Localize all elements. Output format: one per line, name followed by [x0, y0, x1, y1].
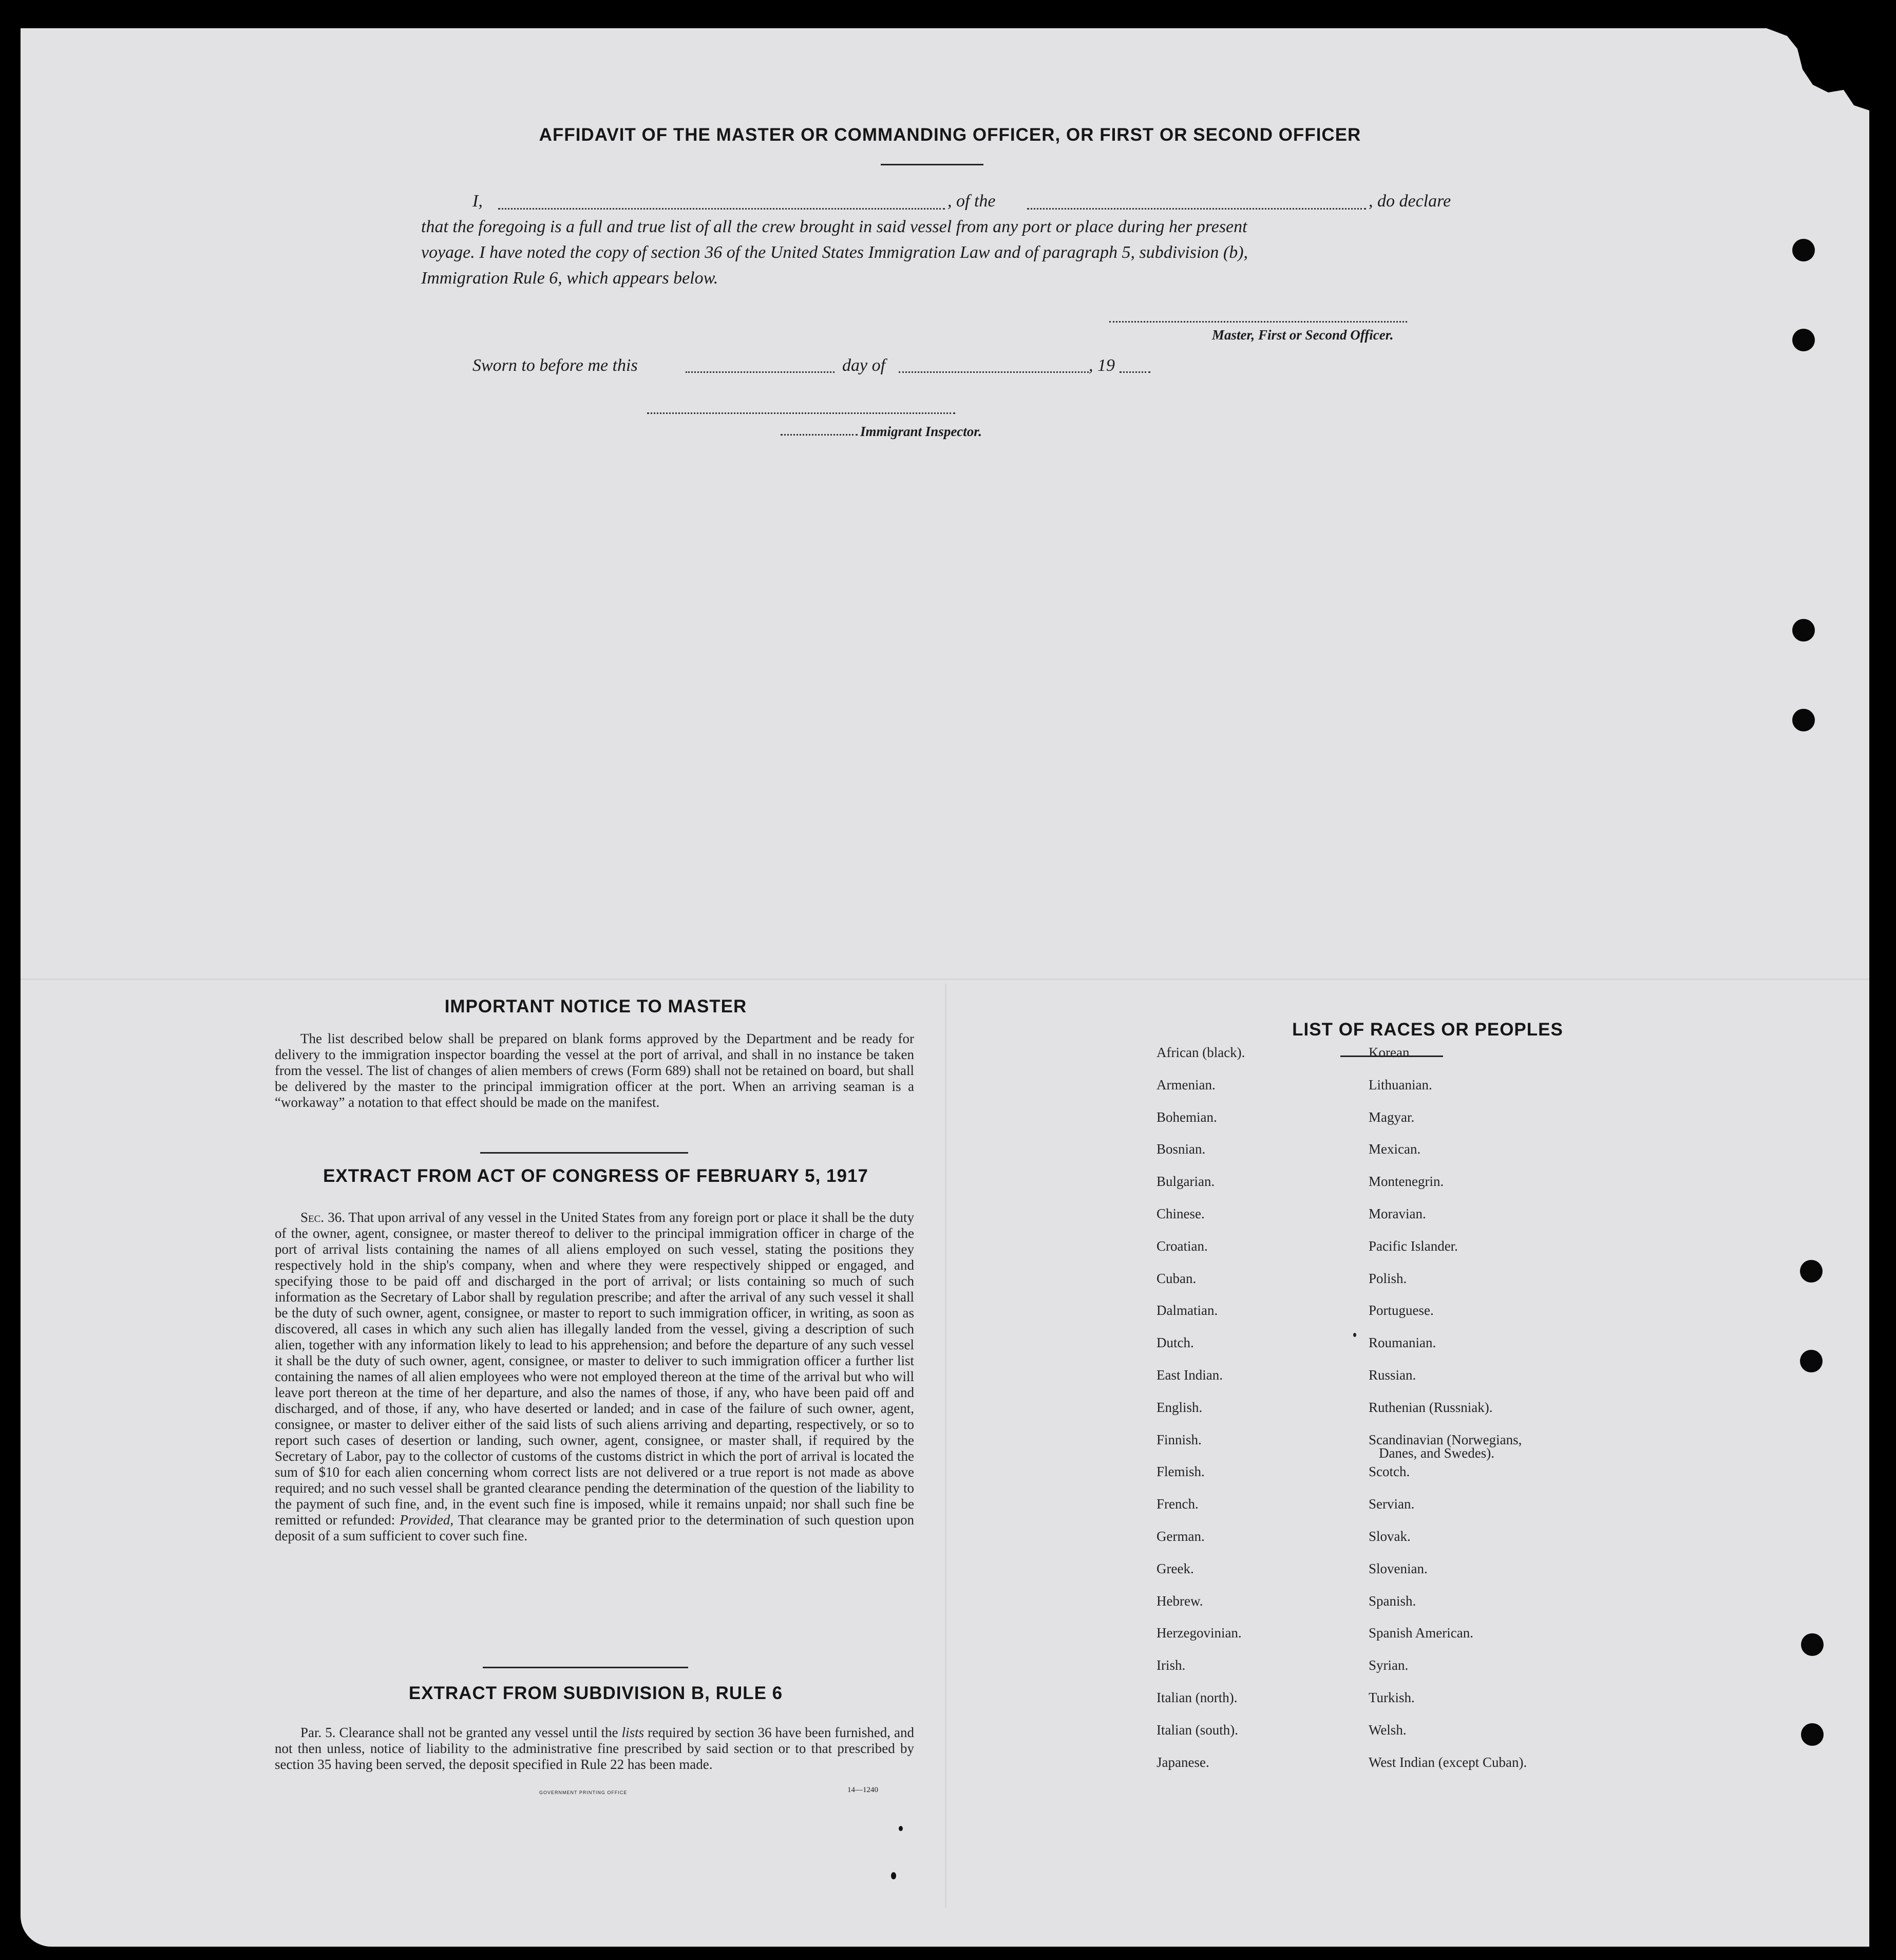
binder-hole-1	[1792, 239, 1815, 261]
notice-text	[275, 1031, 914, 1110]
torn-corner	[1767, 28, 1869, 110]
race-item: Welsh.	[1369, 1722, 1407, 1738]
day-of-label: day of	[842, 356, 886, 375]
notice-title: IMPORTANT NOTICE TO MASTER	[444, 996, 747, 1016]
rule-text-b: required by section 36 have been furnished, and not then unless, notice of liability to the administrative fine prescribed by said section or to that prescribed by section 35 having been served, the deposit specified in Rule 22 has been made.	[275, 1725, 915, 1772]
race-item: West Indian (except Cuban).	[1369, 1754, 1527, 1770]
race-item: Cuban.	[1156, 1270, 1197, 1286]
binder-hole-8	[1801, 1723, 1824, 1746]
fold-line-vertical	[945, 984, 946, 1908]
title-underline	[881, 164, 983, 165]
ink-speck	[891, 1872, 896, 1879]
par-label: Par. 5.	[300, 1725, 336, 1740]
race-item: Slovenian.	[1369, 1560, 1428, 1576]
master-signature-line	[1109, 321, 1407, 323]
affidavit-line-3: Immigration Rule 6, which appears below.	[421, 269, 718, 288]
printer-imprint: GOVERNMENT PRINTING OFFICE	[539, 1790, 628, 1795]
binder-hole-3	[1792, 619, 1815, 642]
race-item: Italian (south).	[1156, 1722, 1238, 1738]
act-divider	[483, 1667, 688, 1668]
race-item: Slovak.	[1369, 1529, 1411, 1544]
race-item: Spanish American.	[1369, 1625, 1473, 1641]
notice-divider	[480, 1152, 688, 1154]
race-item: Irish.	[1156, 1657, 1186, 1673]
vessel-field-line	[1027, 208, 1366, 210]
race-item: Moravian.	[1369, 1206, 1426, 1221]
race-item: Lithuanian.	[1369, 1077, 1432, 1092]
affidavit-of-the: , of the	[947, 192, 996, 211]
race-item: Mexican.	[1369, 1141, 1421, 1157]
race-item: Greek.	[1156, 1560, 1194, 1576]
race-item: Italian (north).	[1156, 1690, 1238, 1705]
inspector-prefix-line	[781, 434, 858, 436]
race-item: Herzegovinian.	[1156, 1625, 1242, 1641]
sec-label: Sec. 36.	[300, 1210, 345, 1225]
race-item: Bulgarian.	[1156, 1174, 1215, 1190]
race-item: Turkish.	[1369, 1690, 1415, 1705]
race-item: Hebrew.	[1156, 1593, 1203, 1609]
race-item: African (black).	[1156, 1045, 1245, 1060]
provided-word: Provided,	[400, 1512, 454, 1528]
affidavit-title: AFFIDAVIT OF THE MASTER OR COMMANDING OFFICER, OR FIRST OR SECOND OFFICER	[539, 125, 1361, 145]
race-item: Flemish.	[1156, 1464, 1205, 1480]
rule-extract-text	[275, 1725, 914, 1773]
act-extract-title: EXTRACT FROM ACT OF CONGRESS OF FEBRUARY 5, 1917	[323, 1166, 868, 1186]
act-text-body: That upon arrival of any vessel in the United States from any foreign port or place it shall be the duty of the owner, agent, consignee, or master thereof to deliver to the principal immigration officer in charge of the port of arrival lists containing the names of all aliens employed on such vessel, stating the positions they respectively hold in the ship's company, when and where they were respectively shipped or engaged, and specifying those to be paid off and discharged in the port of arrival; or lists containing so much of such information as the Secretary of Labor shall by regulation prescribe; and after the arrival of any such vessel it shall be the duty of such owner, agent, consignee, or master to report to such immigration officer, in writing, as soon as discovered, all cases in which any such alien has illegally landed from the vessel, giving a description of such alien, together with any information likely to lead to his apprehension; and before the departure of any such vessel it shall be the duty of such owner, agent, consignee, or master to deliver to such immigration officer a further list containing the names of all alien employees who were not employed thereon at the time of the arrival but who will leave port thereon at the time of her departure, and also the names of those, if any, who have been paid off and discharged, and of those, if any, who have deserted or landed; and in case of the failure of such owner, agent, consignee, or master to deliver either of the said lists of such aliens arriving and departing, respectively, or so to report such cases of desertion or landing, such owner, agent, consignee, or master shall, if required by the Secretary of Labor, pay to the collector of customs of the customs district in which the port of arrival is located the sum of $10 for each alien concerning whom correct lists are not delivered or a true report is not made as above required; and no such vessel shall be granted clearance pending the determination of the question of the liability to the payment of such fine, and, in the event such fine is imposed, while it remains unpaid; nor shall such fine be remitted or refunded:	[275, 1210, 915, 1528]
notice-text-body: The list described below shall be prepared on blank forms approved by the Department and be ready for delivery to the immigration inspector boarding the vessel at the port of arrival, and shall in no instance be taken from the vessel. The list of changes of alien members of crews (Form 689) shall not be retained on board, but shall be delivered by the master to the principal immigration officer at the port. When an arriving seaman is a “workaway” a notation to that effect should be made on the manifest.	[275, 1031, 914, 1110]
race-item: Syrian.	[1369, 1657, 1409, 1673]
affidavit-do-declare: , do declare	[1369, 192, 1451, 211]
sworn-year-line	[1120, 371, 1150, 373]
race-item: Bosnian.	[1156, 1141, 1206, 1157]
act-extract-text	[275, 1210, 914, 1544]
race-item: Armenian.	[1156, 1077, 1216, 1092]
inspector-caption: Immigrant Inspector.	[860, 424, 982, 439]
sworn-day-line	[686, 371, 835, 373]
race-item: Bohemian.	[1156, 1109, 1217, 1125]
race-item: Servian.	[1369, 1496, 1415, 1512]
binder-hole-6	[1800, 1350, 1823, 1372]
sworn-label: Sworn to before me this	[472, 356, 638, 375]
affidavit-line-2: voyage. I have noted the copy of section 36 of the United States Immigration Law and of paragraph 5, subdivision (b),	[421, 243, 1248, 262]
race-item: Spanish.	[1369, 1593, 1416, 1609]
race-item: Portuguese.	[1369, 1303, 1434, 1318]
rule-extract-title: EXTRACT FROM SUBDIVISION B, RULE 6	[408, 1683, 783, 1703]
binder-hole-4	[1792, 709, 1815, 731]
race-item: Montenegrin.	[1369, 1174, 1444, 1190]
race-item: French.	[1156, 1496, 1199, 1512]
races-title: LIST OF RACES OR PEOPLES	[1292, 1020, 1563, 1040]
binder-hole-7	[1801, 1633, 1824, 1656]
race-item: Scotch.	[1369, 1464, 1410, 1480]
lists-word: lists	[621, 1725, 644, 1740]
rule-text-a: Clearance shall not be granted any vessel until the	[339, 1725, 618, 1740]
race-item: Russian.	[1369, 1367, 1416, 1383]
race-item: Dutch.	[1156, 1335, 1194, 1351]
ink-speck	[899, 1826, 903, 1831]
race-item: Ruthenian (Russniak).	[1369, 1399, 1493, 1415]
master-caption: Master, First or Second Officer.	[1212, 327, 1394, 343]
affidavit-i: I,	[472, 192, 483, 211]
race-item: Korean.	[1369, 1045, 1413, 1060]
form-number: 14—1240	[847, 1786, 878, 1794]
race-item: Croatian.	[1156, 1238, 1208, 1254]
inspector-signature-line	[647, 412, 955, 414]
name-field-line	[498, 208, 945, 210]
race-item: Polish.	[1369, 1270, 1407, 1286]
binder-hole-5	[1800, 1260, 1823, 1283]
year-label: , 19	[1089, 356, 1115, 375]
race-item: Roumanian.	[1369, 1335, 1436, 1351]
race-item: Finnish.	[1156, 1431, 1202, 1447]
affidavit-line-1: that the foregoing is a full and true list of all the crew brought in said vessel from any port or place during her present	[421, 217, 1247, 236]
race-item: Pacific Islander.	[1369, 1238, 1458, 1254]
sworn-month-line	[899, 371, 1089, 373]
race-item: Magyar.	[1369, 1109, 1415, 1125]
race-item: German.	[1156, 1529, 1205, 1544]
race-item: Dalmatian.	[1156, 1303, 1218, 1318]
race-item: Japanese.	[1156, 1754, 1209, 1770]
race-item: English.	[1156, 1399, 1203, 1415]
document-page	[21, 28, 1869, 1947]
act-text-end: That clearance may be granted prior to the determination of such question upon deposit of a sum sufficient to cover such fine.	[275, 1512, 915, 1543]
race-right-continuation: Danes, and Swedes).	[1379, 1445, 1494, 1461]
race-item: Scandinavian (Norwegians,	[1369, 1431, 1522, 1447]
race-item: Chinese.	[1156, 1206, 1205, 1221]
fold-line-horizontal	[21, 978, 1869, 980]
race-item: East Indian.	[1156, 1367, 1223, 1383]
ink-speck	[1353, 1333, 1356, 1337]
binder-hole-2	[1792, 329, 1815, 351]
